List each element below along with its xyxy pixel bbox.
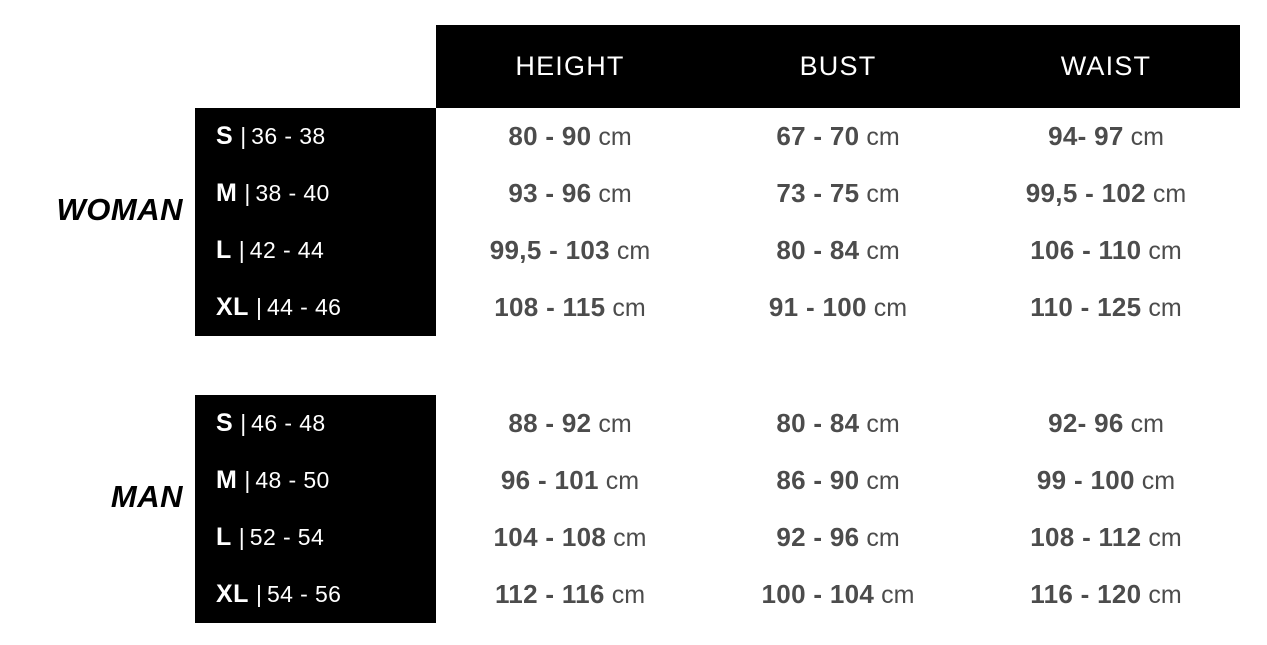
group-label-man: MAN — [110, 479, 183, 514]
table-row — [436, 395, 1240, 452]
size-cell — [195, 222, 436, 279]
size-code: M — [216, 179, 238, 207]
cell-bust — [704, 178, 972, 209]
cell-height — [436, 579, 704, 610]
cell-bust — [704, 465, 972, 496]
size-range: 38 - 40 — [255, 180, 330, 206]
size-cell — [195, 108, 436, 165]
value: 73 - 75 — [776, 178, 860, 208]
value: 99 - 100 — [1036, 465, 1135, 495]
size-range: 54 - 56 — [266, 581, 342, 607]
size-cell — [195, 452, 436, 509]
size-code: XL — [216, 293, 249, 321]
unit-label: cm — [1130, 123, 1164, 151]
cell-height — [436, 178, 704, 209]
unit-label: cm — [866, 237, 900, 265]
size-range: 52 - 54 — [249, 524, 325, 550]
cell-waist — [972, 121, 1240, 152]
size-separator: | — [255, 581, 262, 607]
unit-label: cm — [613, 524, 647, 552]
size-cell — [195, 395, 436, 452]
table-header-row — [436, 25, 1240, 108]
value: 106 - 110 — [1030, 235, 1142, 265]
cell-height — [436, 408, 704, 439]
unit-label: cm — [1148, 237, 1182, 265]
group-label-woman: WOMAN — [56, 192, 183, 227]
cell-waist — [972, 522, 1240, 553]
cell-waist — [972, 579, 1240, 610]
unit-label: cm — [1148, 524, 1182, 552]
unit-label: cm — [866, 524, 900, 552]
size-cell — [195, 509, 436, 566]
unit-label: cm — [866, 180, 900, 208]
value: 93 - 96 — [508, 178, 592, 208]
unit-label: cm — [616, 237, 651, 265]
cell-waist — [972, 292, 1240, 323]
size-block-man — [195, 395, 436, 623]
unit-label: cm — [866, 467, 900, 495]
size-cell — [195, 279, 436, 336]
unit-label: cm — [605, 467, 640, 495]
table-row — [436, 222, 1240, 279]
size-range: 48 - 50 — [255, 467, 330, 493]
unit-label: cm — [598, 180, 632, 208]
size-separator: | — [255, 294, 262, 320]
size-separator: | — [238, 524, 245, 550]
size-code: S — [216, 122, 234, 150]
value: 80 - 84 — [776, 408, 860, 438]
table-row — [436, 452, 1240, 509]
value: 67 - 70 — [776, 121, 860, 151]
measurements-man — [436, 395, 1240, 623]
cell-height — [436, 465, 704, 496]
size-code: XL — [216, 580, 249, 608]
value: 91 - 100 — [768, 292, 867, 322]
value: 96 - 101 — [500, 465, 599, 495]
unit-label: cm — [598, 123, 632, 151]
cell-bust — [704, 292, 972, 323]
unit-label: cm — [612, 294, 646, 322]
value: 108 - 112 — [1030, 522, 1142, 552]
unit-label: cm — [1130, 410, 1164, 438]
column-header-bust: BUST — [799, 51, 877, 81]
size-separator: | — [244, 467, 251, 493]
size-separator: | — [244, 180, 251, 206]
value: 94- 97 — [1048, 121, 1124, 151]
table-row — [436, 279, 1240, 336]
value: 88 - 92 — [508, 408, 592, 438]
unit-label: cm — [1152, 180, 1187, 208]
value: 104 - 108 — [493, 522, 607, 552]
size-code: L — [216, 236, 232, 264]
value: 110 - 125 — [1030, 292, 1142, 322]
cell-waist — [972, 235, 1240, 266]
unit-label: cm — [1141, 467, 1176, 495]
value: 108 - 115 — [494, 292, 606, 322]
measurements-woman — [436, 108, 1240, 336]
size-code: L — [216, 523, 232, 551]
table-row — [436, 509, 1240, 566]
size-block-woman — [195, 108, 436, 336]
cell-bust — [704, 235, 972, 266]
value: 116 - 120 — [1030, 579, 1142, 609]
cell-waist — [972, 465, 1240, 496]
unit-label: cm — [866, 410, 900, 438]
cell-bust — [704, 121, 972, 152]
size-range: 36 - 38 — [251, 123, 326, 149]
value: 99,5 - 103 — [489, 235, 610, 265]
size-code: S — [216, 409, 234, 437]
column-header-height: HEIGHT — [515, 51, 625, 81]
cell-height — [436, 235, 704, 266]
unit-label: cm — [1148, 294, 1182, 322]
size-separator: | — [238, 237, 245, 263]
size-cell — [195, 566, 436, 623]
cell-height — [436, 292, 704, 323]
table-row — [436, 165, 1240, 222]
cell-bust — [704, 408, 972, 439]
unit-label: cm — [866, 123, 900, 151]
value: 86 - 90 — [776, 465, 860, 495]
unit-label: cm — [611, 581, 646, 609]
value: 112 - 116 — [494, 579, 605, 609]
cell-waist — [972, 178, 1240, 209]
table-row — [436, 108, 1240, 165]
size-code: M — [216, 466, 238, 494]
unit-label: cm — [873, 294, 908, 322]
value: 100 - 104 — [761, 579, 875, 609]
unit-label: cm — [881, 581, 915, 609]
column-header-waist: WAIST — [1060, 51, 1152, 81]
unit-label: cm — [598, 410, 632, 438]
value: 99,5 - 102 — [1025, 178, 1146, 208]
cell-waist — [972, 408, 1240, 439]
value: 80 - 90 — [508, 121, 592, 151]
size-cell — [195, 165, 436, 222]
table-row — [436, 566, 1240, 623]
size-separator: | — [240, 410, 247, 436]
unit-label: cm — [1148, 581, 1182, 609]
value: 80 - 84 — [776, 235, 860, 265]
size-separator: | — [240, 123, 247, 149]
size-range: 42 - 44 — [249, 237, 325, 263]
cell-bust — [704, 579, 972, 610]
value: 92- 96 — [1048, 408, 1124, 438]
cell-height — [436, 121, 704, 152]
cell-height — [436, 522, 704, 553]
value: 92 - 96 — [776, 522, 860, 552]
size-range: 44 - 46 — [266, 294, 342, 320]
size-range: 46 - 48 — [251, 410, 326, 436]
cell-bust — [704, 522, 972, 553]
